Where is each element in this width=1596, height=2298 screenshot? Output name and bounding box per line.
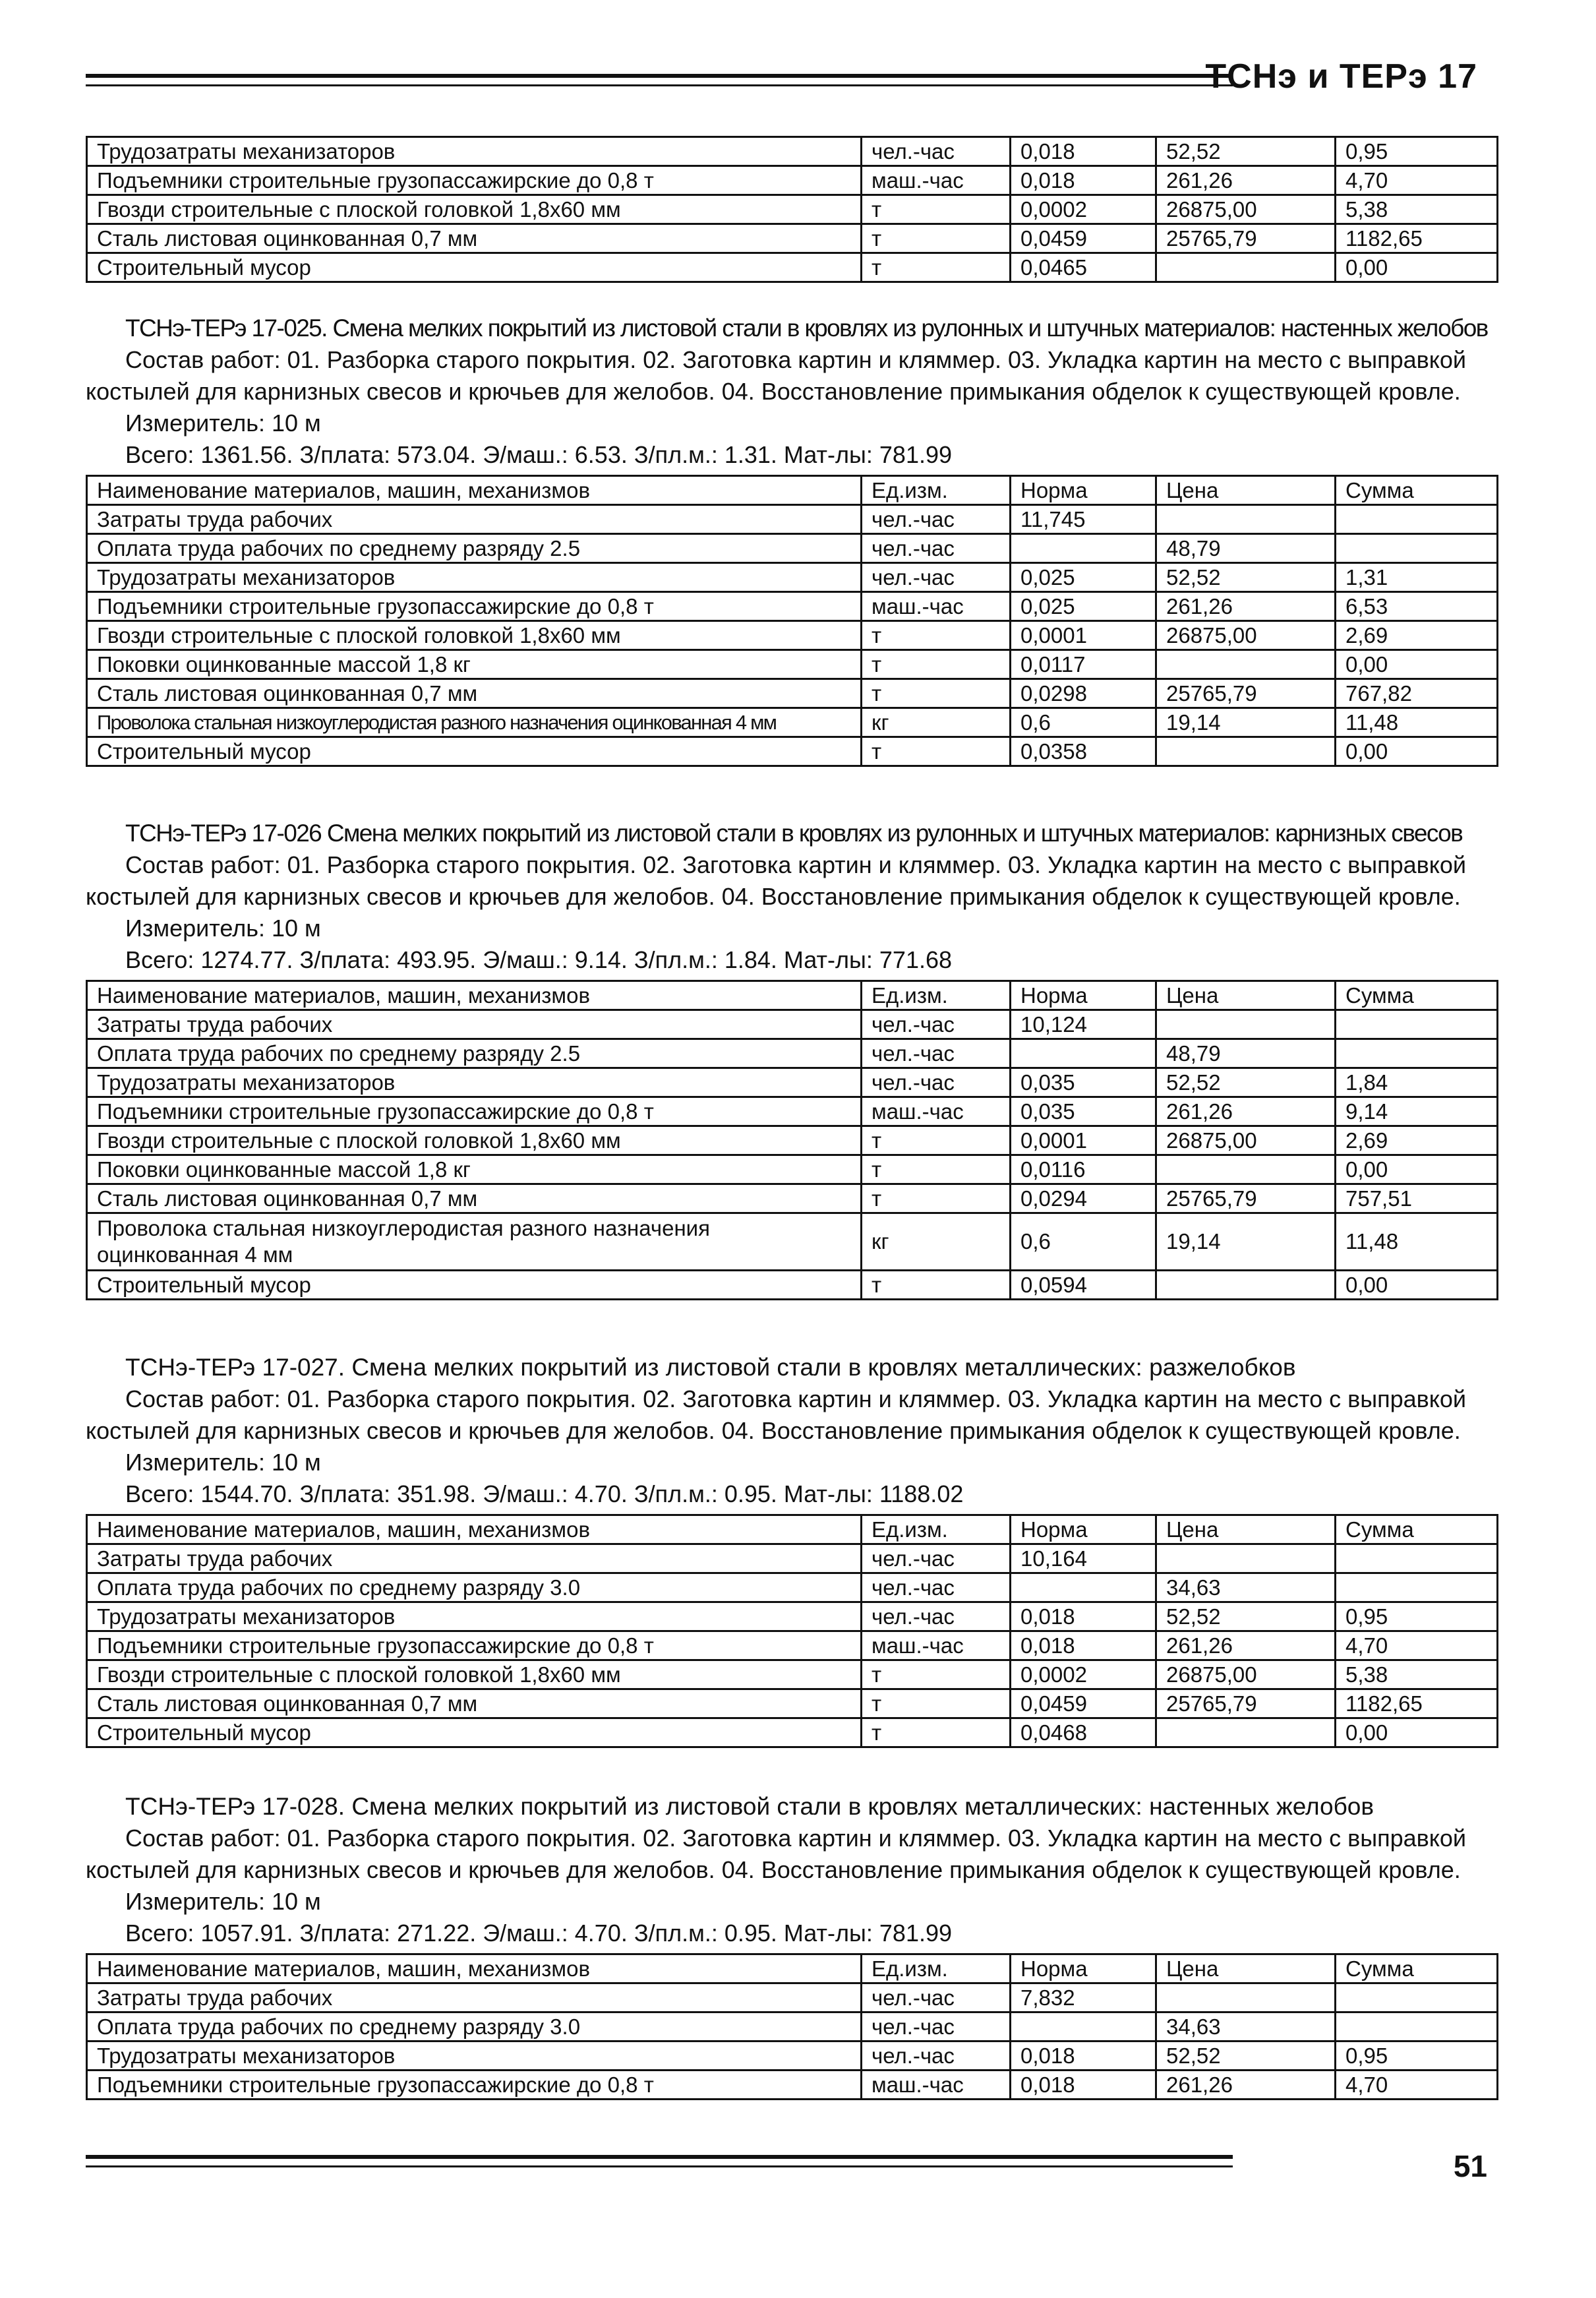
cell-price <box>1156 1155 1336 1184</box>
cell-price <box>1156 505 1336 534</box>
column-header: Ед.изм. <box>862 1515 1011 1544</box>
section-totals: Всего: 1057.91. З/плата: 271.22. Э/маш.: 4.70. З/пл.м.: 0.95. Мат-лы: 781.99 <box>125 1920 953 1947</box>
section-17-028 <box>86 1791 1496 2100</box>
table-row <box>87 679 1498 708</box>
cell-name: Трудозатраты механизаторов <box>87 2041 862 2071</box>
cell-sum <box>1336 1544 1498 1573</box>
header-rule-thick <box>86 74 1233 78</box>
cell-price: 52,52 <box>1156 1602 1336 1631</box>
table-header-row <box>87 476 1498 505</box>
cell-sum: 757,51 <box>1336 1184 1498 1213</box>
resource-table-body <box>87 476 1498 766</box>
section-composition-line2: костылей для карнизных свесов и крючьев для желобов. 04. Восстановление примыкания обделок к существующей кровле. <box>86 1856 1461 1883</box>
column-header: Сумма <box>1336 1954 1498 1983</box>
cell-sum: 4,70 <box>1336 2071 1498 2100</box>
table-row <box>87 1573 1498 1602</box>
cell-sum: 0,00 <box>1336 737 1498 766</box>
cell-unit: чел.-час <box>862 1039 1011 1068</box>
continuation-table-body <box>87 137 1498 282</box>
page-number: 51 <box>1453 2149 1487 2183</box>
cell-unit: т <box>862 679 1011 708</box>
cell-norm: 0,0116 <box>1011 1155 1156 1184</box>
cell-sum <box>1336 1983 1498 2012</box>
column-header: Цена <box>1156 1954 1336 1983</box>
cell-price: 52,52 <box>1156 1068 1336 1097</box>
cell-price: 52,52 <box>1156 2041 1336 2071</box>
cell-unit: чел.-час <box>862 2012 1011 2041</box>
section-composition-line2: костылей для карнизных свесов и крючьев для желобов. 04. Восстановление примыкания обделок к существующей кровле. <box>86 1417 1461 1444</box>
cell-unit: т <box>862 253 1011 282</box>
section-17-026 <box>86 818 1496 1300</box>
cell-name: Затраты труда рабочих <box>87 505 862 534</box>
cell-unit: т <box>862 650 1011 679</box>
column-header: Сумма <box>1336 981 1498 1010</box>
table-row <box>87 1155 1498 1184</box>
cell-unit: т <box>862 1689 1011 1718</box>
cell-name: Подъемники строительные грузопассажирские до 0,8 т <box>87 1631 862 1660</box>
cell-norm: 0,6 <box>1011 708 1156 737</box>
column-header: Наименование материалов, машин, механизмов <box>87 981 862 1010</box>
column-header: Ед.изм. <box>862 476 1011 505</box>
cell-unit: чел.-час <box>862 1573 1011 1602</box>
cell-name: Гвозди строительные с плоской головкой 1,8х60 мм <box>87 1660 862 1689</box>
cell-name: Сталь листовая оцинкованная 0,7 мм <box>87 1689 862 1718</box>
cell-name: Оплата труда рабочих по среднему разряду 2.5 <box>87 534 862 563</box>
resource-table <box>86 1953 1498 2100</box>
table-header-row <box>87 981 1498 1010</box>
section-17-027 <box>86 1352 1496 1748</box>
column-header: Ед.изм. <box>862 981 1011 1010</box>
cell-name: Затраты труда рабочих <box>87 1983 862 2012</box>
cell-norm: 0,0358 <box>1011 737 1156 766</box>
cell-norm: 11,745 <box>1011 505 1156 534</box>
table-row <box>87 1097 1498 1126</box>
cell-name: Подъемники строительные грузопассажирские до 0,8 т <box>87 1097 862 1126</box>
section-totals: Всего: 1544.70. З/плата: 351.98. Э/маш.: 4.70. З/пл.м.: 0.95. Мат-лы: 1188.02 <box>125 1480 964 1507</box>
cell-norm: 0,6 <box>1011 1213 1156 1271</box>
table-row <box>87 2041 1498 2071</box>
section-17-025 <box>86 313 1496 767</box>
table-row <box>87 1039 1498 1068</box>
cell-unit: чел.-час <box>862 137 1011 166</box>
cell-unit: чел.-час <box>862 1602 1011 1631</box>
cell-sum: 1,31 <box>1336 563 1498 592</box>
section-meter: Измеритель: 10 м <box>125 1449 321 1476</box>
table-row <box>87 1271 1498 1300</box>
header-title: ТСНэ и ТЕРэ 17 <box>1205 57 1477 96</box>
cell-norm: 0,018 <box>1011 1602 1156 1631</box>
resource-table-body <box>87 981 1498 1300</box>
cell-price: 26875,00 <box>1156 1126 1336 1155</box>
cell-sum: 11,48 <box>1336 708 1498 737</box>
cell-unit: маш.-час <box>862 1631 1011 1660</box>
cell-unit: т <box>862 1660 1011 1689</box>
cell-name: Гвозди строительные с плоской головкой 1,8х60 мм <box>87 195 862 224</box>
cell-name: Гвозди строительные с плоской головкой 1,8х60 мм <box>87 621 862 650</box>
cell-norm: 0,035 <box>1011 1097 1156 1126</box>
cell-sum: 1,84 <box>1336 1068 1498 1097</box>
cell-norm <box>1011 1573 1156 1602</box>
section-title: ТСНэ-ТЕРэ 17-026 Смена мелких покрытий из листовой стали в кровлях из рулонных и штучных материалов: карнизных свесов <box>125 820 1463 847</box>
cell-sum: 4,70 <box>1336 1631 1498 1660</box>
cell-norm: 0,018 <box>1011 137 1156 166</box>
table-row <box>87 650 1498 679</box>
cell-name: Оплата труда рабочих по среднему разряду 3.0 <box>87 2012 862 2041</box>
cell-norm: 0,0594 <box>1011 1271 1156 1300</box>
table-row <box>87 1983 1498 2012</box>
cell-norm <box>1011 1039 1156 1068</box>
table-row <box>87 1213 1498 1271</box>
cell-price <box>1156 1271 1336 1300</box>
cell-sum: 0,00 <box>1336 1155 1498 1184</box>
cell-name: Строительный мусор <box>87 737 862 766</box>
section-composition-line1: Состав работ: 01. Разборка старого покрытия. 02. Заготовка картин и кляммер. 03. Укладка картин на место с выправкой <box>125 346 1467 373</box>
cell-unit: маш.-час <box>862 1097 1011 1126</box>
cell-norm: 10,124 <box>1011 1010 1156 1039</box>
column-header: Наименование материалов, машин, механизмов <box>87 1515 862 1544</box>
cell-price: 52,52 <box>1156 137 1336 166</box>
cell-sum: 0,95 <box>1336 137 1498 166</box>
column-header: Наименование материалов, машин, механизмов <box>87 1954 862 1983</box>
cell-price: 25765,79 <box>1156 1689 1336 1718</box>
cell-price: 261,26 <box>1156 2071 1336 2100</box>
table-row <box>87 1718 1498 1747</box>
column-header: Цена <box>1156 476 1336 505</box>
section-composition-line2: костылей для карнизных свесов и крючьев для желобов. 04. Восстановление примыкания обделок к существующей кровле. <box>86 378 1461 405</box>
table-row <box>87 708 1498 737</box>
section-composition-line1: Состав работ: 01. Разборка старого покрытия. 02. Заготовка картин и кляммер. 03. Укладка картин на место с выправкой <box>125 851 1467 878</box>
cell-sum: 0,00 <box>1336 253 1498 282</box>
cell-norm: 0,0002 <box>1011 195 1156 224</box>
cell-name: Подъемники строительные грузопассажирские до 0,8 т <box>87 2071 862 2100</box>
section-meter: Измеритель: 10 м <box>125 1888 321 1915</box>
cell-price: 34,63 <box>1156 2012 1336 2041</box>
cell-unit: т <box>862 621 1011 650</box>
cell-price: 261,26 <box>1156 592 1336 621</box>
cell-norm: 7,832 <box>1011 1983 1156 2012</box>
table-header-row <box>87 1515 1498 1544</box>
section-meter: Измеритель: 10 м <box>125 409 321 437</box>
cell-norm: 0,0468 <box>1011 1718 1156 1747</box>
cell-unit: т <box>862 224 1011 253</box>
cell-name: Гвозди строительные с плоской головкой 1,8х60 мм <box>87 1126 862 1155</box>
cell-norm: 0,0117 <box>1011 650 1156 679</box>
cell-name: Сталь листовая оцинкованная 0,7 мм <box>87 679 862 708</box>
cell-unit: чел.-час <box>862 534 1011 563</box>
cell-price <box>1156 1544 1336 1573</box>
cell-sum: 767,82 <box>1336 679 1498 708</box>
table-row <box>87 1602 1498 1631</box>
cell-norm <box>1011 2012 1156 2041</box>
column-header: Наименование материалов, машин, механизмов <box>87 476 862 505</box>
table-row <box>87 1068 1498 1097</box>
cell-sum <box>1336 505 1498 534</box>
table-row <box>87 1010 1498 1039</box>
table-row <box>87 1631 1498 1660</box>
cell-unit: кг <box>862 1213 1011 1271</box>
cell-name: Затраты труда рабочих <box>87 1010 862 1039</box>
cell-price <box>1156 1718 1336 1747</box>
cell-price <box>1156 1983 1336 2012</box>
section-title: ТСНэ-ТЕРэ 17-028. Смена мелких покрытий из листовой стали в кровлях металлических: настенных желобов <box>125 1793 1374 1820</box>
cell-norm: 0,0001 <box>1011 1126 1156 1155</box>
footer-rule-thin <box>86 2165 1233 2167</box>
cell-unit: т <box>862 1126 1011 1155</box>
table-row <box>87 137 1498 166</box>
cell-norm: 0,035 <box>1011 1068 1156 1097</box>
cell-norm: 0,0001 <box>1011 621 1156 650</box>
cell-sum: 0,00 <box>1336 650 1498 679</box>
top-table-block <box>86 132 1496 283</box>
resource-table <box>86 475 1498 767</box>
table-header-row <box>87 1954 1498 1983</box>
cell-name: Трудозатраты механизаторов <box>87 1602 862 1631</box>
cell-norm: 0,0298 <box>1011 679 1156 708</box>
table-row <box>87 2012 1498 2041</box>
cell-name: Подъемники строительные грузопассажирские до 0,8 т <box>87 166 862 195</box>
section-composition-line1: Состав работ: 01. Разборка старого покрытия. 02. Заготовка картин и кляммер. 03. Укладка картин на место с выправкой <box>125 1825 1467 1852</box>
cell-unit: чел.-час <box>862 1544 1011 1573</box>
cell-price: 25765,79 <box>1156 224 1336 253</box>
cell-price <box>1156 650 1336 679</box>
cell-price: 261,26 <box>1156 166 1336 195</box>
column-header: Цена <box>1156 1515 1336 1544</box>
cell-unit: кг <box>862 708 1011 737</box>
section-totals: Всего: 1274.77. З/плата: 493.95. Э/маш.: 9.14. З/пл.м.: 1.84. Мат-лы: 771.68 <box>125 946 953 973</box>
cell-name: Поковки оцинкованные массой 1,8 кг <box>87 650 862 679</box>
cell-unit: т <box>862 1271 1011 1300</box>
table-row <box>87 534 1498 563</box>
cell-price: 26875,00 <box>1156 621 1336 650</box>
cell-price: 25765,79 <box>1156 1184 1336 1213</box>
cell-price: 52,52 <box>1156 563 1336 592</box>
cell-price: 25765,79 <box>1156 679 1336 708</box>
resource-table-body <box>87 1954 1498 2100</box>
cell-unit: чел.-час <box>862 563 1011 592</box>
section-title: ТСНэ-ТЕРэ 17-027. Смена мелких покрытий из листовой стали в кровлях металлических: разжелобков <box>125 1354 1296 1381</box>
cell-price: 261,26 <box>1156 1097 1336 1126</box>
cell-name: Подъемники строительные грузопассажирские до 0,8 т <box>87 592 862 621</box>
cell-norm: 0,018 <box>1011 166 1156 195</box>
cell-norm: 0,0002 <box>1011 1660 1156 1689</box>
section-composition-line2: костылей для карнизных свесов и крючьев для желобов. 04. Восстановление примыкания обделок к существующей кровле. <box>86 883 1461 910</box>
section-totals: Всего: 1361.56. З/плата: 573.04. Э/маш.: 6.53. З/пл.м.: 1.31. Мат-лы: 781.99 <box>125 441 953 468</box>
column-header: Норма <box>1011 981 1156 1010</box>
cell-unit: маш.-час <box>862 592 1011 621</box>
table-row <box>87 1184 1498 1213</box>
section-meter: Измеритель: 10 м <box>125 915 321 942</box>
cell-unit: чел.-час <box>862 2041 1011 2071</box>
cell-name: Трудозатраты механизаторов <box>87 1068 862 1097</box>
cell-unit: т <box>862 737 1011 766</box>
cell-price <box>1156 253 1336 282</box>
cell-sum: 1182,65 <box>1336 1689 1498 1718</box>
resource-table-body <box>87 1515 1498 1747</box>
section-title: ТСНэ-ТЕРэ 17-025. Смена мелких покрытий из листовой стали в кровлях из рулонных и штучных материалов: настенных желобов <box>125 315 1488 342</box>
cell-unit: чел.-час <box>862 1010 1011 1039</box>
cell-norm: 0,025 <box>1011 563 1156 592</box>
header-rule-thin <box>86 84 1233 86</box>
resource-table <box>86 1514 1498 1748</box>
cell-norm: 0,025 <box>1011 592 1156 621</box>
cell-unit: маш.-час <box>862 2071 1011 2100</box>
table-row <box>87 1660 1498 1689</box>
table-row <box>87 563 1498 592</box>
cell-sum: 0,95 <box>1336 2041 1498 2071</box>
cell-name: Поковки оцинкованные массой 1,8 кг <box>87 1155 862 1184</box>
cell-name: Проволока стальная низкоуглеродистая разного назначения оцинкованная 4 мм <box>87 708 862 737</box>
cell-sum: 1182,65 <box>1336 224 1498 253</box>
column-header: Ед.изм. <box>862 1954 1011 1983</box>
cell-name: Трудозатраты механизаторов <box>87 137 862 166</box>
table-row <box>87 621 1498 650</box>
column-header: Норма <box>1011 1954 1156 1983</box>
table-row <box>87 1126 1498 1155</box>
cell-name: Сталь листовая оцинкованная 0,7 мм <box>87 224 862 253</box>
cell-sum: 5,38 <box>1336 195 1498 224</box>
cell-sum: 5,38 <box>1336 1660 1498 1689</box>
cell-sum <box>1336 2012 1498 2041</box>
table-row <box>87 592 1498 621</box>
cell-unit: чел.-час <box>862 1068 1011 1097</box>
cell-unit: т <box>862 1718 1011 1747</box>
cell-norm: 0,018 <box>1011 2071 1156 2100</box>
table-row <box>87 166 1498 195</box>
footer-rule-thick <box>86 2155 1233 2159</box>
cell-name: Строительный мусор <box>87 1718 862 1747</box>
cell-price: 34,63 <box>1156 1573 1336 1602</box>
table-row <box>87 195 1498 224</box>
cell-norm: 0,0465 <box>1011 253 1156 282</box>
cell-price <box>1156 1010 1336 1039</box>
cell-price: 261,26 <box>1156 1631 1336 1660</box>
cell-name: Сталь листовая оцинкованная 0,7 мм <box>87 1184 862 1213</box>
cell-norm <box>1011 534 1156 563</box>
cell-norm: 0,018 <box>1011 1631 1156 1660</box>
cell-name: Строительный мусор <box>87 253 862 282</box>
table-row <box>87 253 1498 282</box>
cell-unit: т <box>862 1155 1011 1184</box>
cell-norm: 0,018 <box>1011 2041 1156 2071</box>
cell-unit: чел.-час <box>862 1983 1011 2012</box>
cell-sum: 9,14 <box>1336 1097 1498 1126</box>
column-header: Норма <box>1011 1515 1156 1544</box>
table-row <box>87 1544 1498 1573</box>
cell-name: Оплата труда рабочих по среднему разряду 3.0 <box>87 1573 862 1602</box>
cell-name: Затраты труда рабочих <box>87 1544 862 1573</box>
table-row <box>87 505 1498 534</box>
cell-norm: 0,0294 <box>1011 1184 1156 1213</box>
cell-sum: 2,69 <box>1336 621 1498 650</box>
cell-sum <box>1336 1573 1498 1602</box>
cell-name: Проволока стальная низкоуглеродистая разного назначения оцинкованная 4 мм <box>87 1213 862 1271</box>
cell-norm: 0,0459 <box>1011 224 1156 253</box>
cell-name: Строительный мусор <box>87 1271 862 1300</box>
section-composition-line1: Состав работ: 01. Разборка старого покрытия. 02. Заготовка картин и кляммер. 03. Укладка картин на место с выправкой <box>125 1385 1467 1412</box>
cell-sum: 6,53 <box>1336 592 1498 621</box>
resource-table <box>86 980 1498 1300</box>
cell-unit: т <box>862 1184 1011 1213</box>
cell-price: 48,79 <box>1156 534 1336 563</box>
cell-sum: 11,48 <box>1336 1213 1498 1271</box>
column-header: Сумма <box>1336 1515 1498 1544</box>
cell-name: Трудозатраты механизаторов <box>87 563 862 592</box>
table-row <box>87 2071 1498 2100</box>
cell-price: 26875,00 <box>1156 1660 1336 1689</box>
cell-price <box>1156 737 1336 766</box>
cell-sum: 0,00 <box>1336 1271 1498 1300</box>
table-row <box>87 737 1498 766</box>
cell-price: 26875,00 <box>1156 195 1336 224</box>
column-header: Норма <box>1011 476 1156 505</box>
cell-sum <box>1336 1010 1498 1039</box>
cell-sum: 0,95 <box>1336 1602 1498 1631</box>
column-header: Цена <box>1156 981 1336 1010</box>
column-header: Сумма <box>1336 476 1498 505</box>
cell-unit: т <box>862 195 1011 224</box>
cell-price: 48,79 <box>1156 1039 1336 1068</box>
cell-unit: чел.-час <box>862 505 1011 534</box>
cell-price: 19,14 <box>1156 708 1336 737</box>
table-row <box>87 1689 1498 1718</box>
cell-sum <box>1336 534 1498 563</box>
cell-price: 19,14 <box>1156 1213 1336 1271</box>
table-row <box>87 224 1498 253</box>
cell-sum <box>1336 1039 1498 1068</box>
cell-name: Оплата труда рабочих по среднему разряду 2.5 <box>87 1039 862 1068</box>
cell-sum: 2,69 <box>1336 1126 1498 1155</box>
cell-norm: 0,0459 <box>1011 1689 1156 1718</box>
cell-unit: маш.-час <box>862 166 1011 195</box>
cell-sum: 4,70 <box>1336 166 1498 195</box>
cell-sum: 0,00 <box>1336 1718 1498 1747</box>
continuation-table <box>86 136 1498 283</box>
cell-norm: 10,164 <box>1011 1544 1156 1573</box>
